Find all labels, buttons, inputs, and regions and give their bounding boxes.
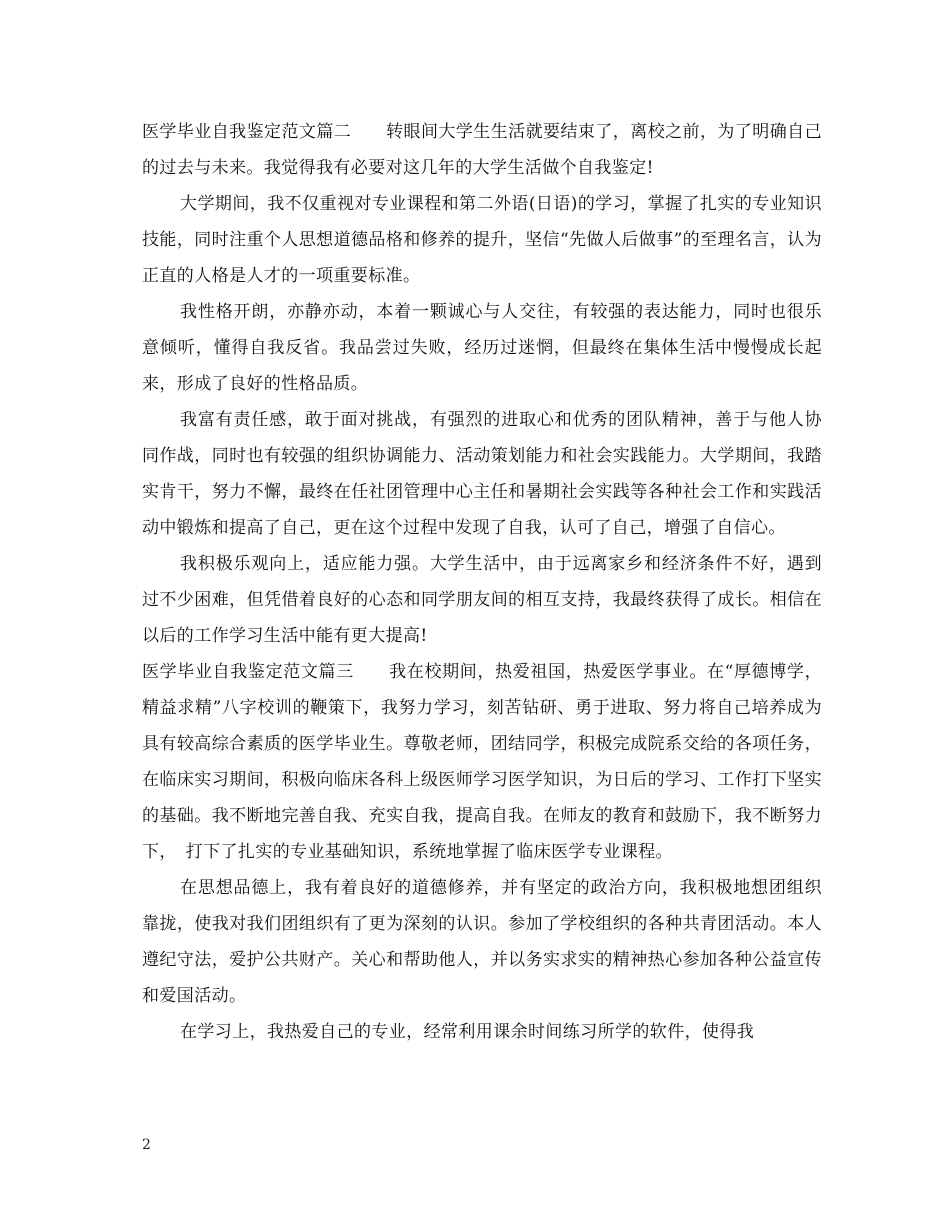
paragraph-2: 大学期间，我不仅重视对专业课程和第二外语(日语)的学习，掌握了扎实的专业知识技能，同时注重个人思想道德品格和修养的提升，坚信“先做人后做事”的至理名言，认为正直的人格是人才的一项重要标准。 (142, 194, 822, 286)
paragraph-7: 在思想品德上，我有着良好的道德修养，并有坚定的政治方向，我积极地想团组织靠拢，使我对我们团组织有了更为深刻的认识。参加了学校组织的各种共青团活动。本人遵纪守法，爱护公共财产。关心和帮助他人，并以务实求实的精神热心参加各种公益宣传和爱国活动。 (142, 878, 822, 1006)
paragraph-1: 医学毕业自我鉴定范文篇二 转眼间大学生生活就要结束了，离校之前，为了明确自己的过去与未来。我觉得我有必要对这几年的大学生活做个自我鉴定! (142, 122, 822, 178)
page-number: 2 (142, 1137, 151, 1153)
paragraph-3: 我性格开朗，亦静亦动，本着一颗诚心与人交往，有较强的表达能力，同时也很乐意倾听，懂得自我反省。我品尝过失败，经历过迷惘，但最终在集体生活中慢慢成长起来，形成了良好的性格品质。 (142, 302, 822, 394)
paragraph-5: 我积极乐观向上，适应能力强。大学生活中，由于远离家乡和经济条件不好，遇到过不少困难，但凭借着良好的心态和同学朋友间的相互支持，我最终获得了成长。相信在以后的工作学习生活中能有更大提高! (142, 554, 822, 646)
paragraph-8: 在学习上，我热爱自己的专业，经常利用课余时间练习所学的软件，使得我 (180, 1022, 755, 1042)
document-body (142, 114, 822, 1050)
paragraph-6: 医学毕业自我鉴定范文篇三 我在校期间，热爱祖国，热爱医学事业。在“厚德博学，精益求精”八字校训的鞭策下，我努力学习，刻苦钻研、勇于进取、努力将自己培养成为具有较高综合素质的医学毕业生。尊敬老师，团结同学，积极完成院系交给的各项任务，在临床实习期间，积极向临床各科上级医师学习医学知识，为日后的学习、工作打下坚实的基础。我不断地完善自我、充实自我，提高自我。在师友的教育和鼓励下，我不断努力下， 打下了扎实的专业基础知识，系统地掌握了临床医学专业课程。 (142, 662, 822, 862)
paragraph-4: 我富有责任感，敢于面对挑战，有强烈的进取心和优秀的团队精神，善于与他人协同作战，同时也有较强的组织协调能力、活动策划能力和社会实践能力。大学期间，我踏实肯干，努力不懈，最终在任社团管理中心主任和暑期社会实践等各种社会工作和实践活动中锻炼和提高了自己，更在这个过程中发现了自我，认可了自己，增强了自信心。 (142, 410, 822, 538)
